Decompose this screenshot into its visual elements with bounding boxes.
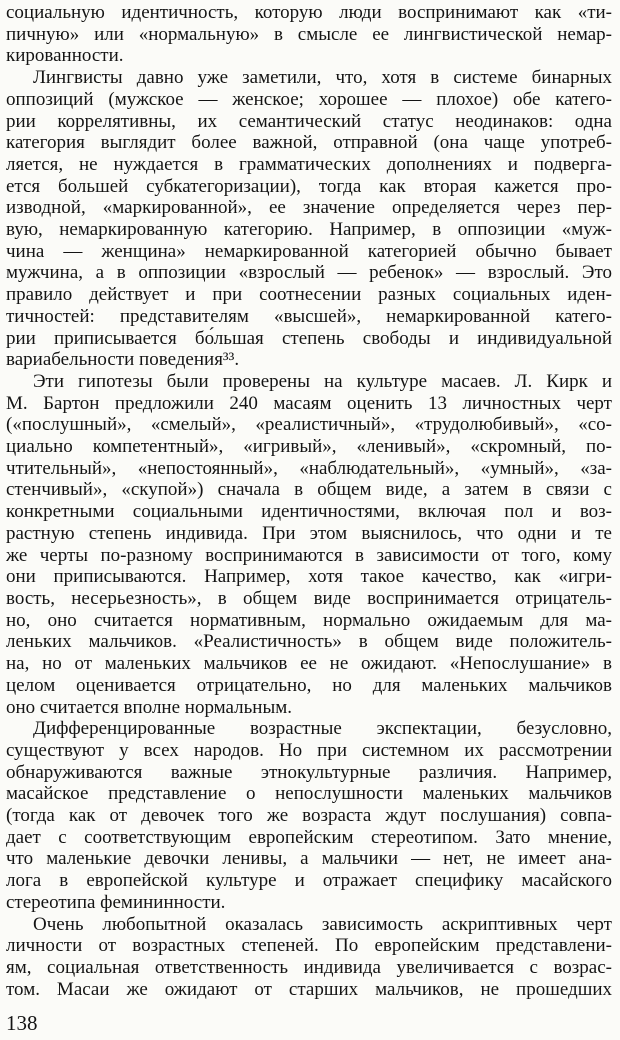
text-line: («послушный», «смелый», «реалистичный», «трудолюбивый», «со-	[6, 414, 612, 436]
text-line: конкретными социальными идентичностями, включая пол и воз-	[6, 501, 612, 523]
text-line: кированности.	[6, 45, 124, 67]
text-block	[6, 2, 612, 1000]
text-line: циально компетентный», «игривый», «ленивый», «скромный, по-	[6, 436, 612, 458]
page-footer	[6, 1011, 612, 1035]
text-line: леньких мальчиков. «Реалистичность» в общем виде положитель-	[6, 631, 612, 653]
text-line: рии коррелятивны, их семантический статус неодинаков: одна	[6, 110, 612, 132]
text-line: Дифференцированные возрастные экспектации, безусловно,	[33, 718, 612, 740]
text-line: они приписываются. Например, хотя такое качество, как «игри-	[6, 566, 612, 588]
text-line: целом оценивается отрицательно, но для маленьких мальчиков	[6, 674, 612, 696]
text-line: оппозиций (мужское — женское; хорошее — плохое) обе катего-	[6, 88, 612, 110]
text-line: Эти гипотезы были проверены на культуре масаев. Л. Кирк и	[33, 370, 612, 392]
text-line: категория выглядит более важной, отправной (она чаще употреб-	[6, 132, 612, 154]
text-line: вариабельности поведения³³.	[6, 349, 240, 371]
text-line: существуют у всех народов. Но при системном их рассмотрении	[6, 739, 612, 761]
text-line: тичностей: представителям «высшей», немаркированной катего-	[6, 305, 612, 327]
text-line: оно считается вполне нормальным.	[6, 696, 293, 718]
text-line: том. Масаи же ожидают от старших мальчиков, не прошедших	[6, 978, 612, 1000]
text-line: ляется, не нуждается в грамматических дополнениях и подверга-	[6, 153, 612, 175]
text-line: лога в европейской культуре и отражает специфику масайского	[6, 870, 612, 892]
text-line: Лингвисты давно уже заметили, что, хотя в системе бинарных	[33, 67, 612, 89]
text-line: масайское представление о непослушности маленьких мальчиков	[6, 783, 612, 805]
text-line: ется большей субкатегоризации), тогда как вторая кажется про-	[6, 175, 612, 197]
text-line: пичную» или «нормальную» в смысле ее лингвистической немар-	[6, 23, 612, 45]
text-line: (тогда как от девочек того же возраста ждут послушания) совпа-	[6, 805, 612, 827]
text-line: на, но от маленьких мальчиков ее не ожидают. «Непослушание» в	[6, 653, 612, 675]
text-line: ям, социальная ответственность индивида увеличивается с возрас-	[6, 956, 612, 978]
text-line: обнаруживаются важные этнокультурные различия. Например,	[6, 761, 612, 783]
text-line: мужчина, а в оппозиции «взрослый — ребенок» — взрослый. Это	[6, 262, 612, 284]
text-line: рии приписывается бо́льшая степень свободы и индивидуальной	[6, 327, 612, 349]
text-line: Очень любопытной оказалась зависимость аскриптивных черт	[33, 913, 612, 935]
text-line: социальную идентичность, которую люди воспринимают как «ти-	[6, 2, 612, 23]
text-line: стереотипа фемининности.	[6, 891, 226, 913]
text-line: М. Бартон предложили 240 масаям оценить 13 личностных черт	[6, 392, 612, 414]
text-line: чина — женщина» немаркированной категорией обычно бывает	[6, 240, 612, 262]
page-number: 138	[6, 1011, 38, 1036]
text-line: изводной, «маркированной», ее значение определяется через пер-	[6, 197, 612, 219]
text-line: что маленькие девочки ленивы, а мальчики — нет, не имеет ана-	[6, 848, 612, 870]
text-line: вость, несерьезность», в общем виде воспринимается отрицатель-	[6, 587, 612, 609]
text-line: растную степень индивида. При этом выяснилось, что одни и те	[6, 522, 612, 544]
text-line: же черты по-разному воспринимаются в зависимости от того, кому	[6, 544, 612, 566]
text-line: дает с соответствующим европейским стереотипом. Зато мнение,	[6, 826, 612, 848]
text-line: но, оно считается нормативным, нормально ожидаемым для ма-	[6, 609, 612, 631]
text-line: стенчивый», «скупой») сначала в общем виде, а затем в связи с	[6, 479, 612, 501]
text-line: чтительный», «непостоянный», «наблюдательный», «умный», «за-	[6, 457, 612, 479]
text-line: правило действует и при соотнесении разных социальных иден-	[6, 284, 612, 306]
text-line: личности от возрастных степеней. По европейским представлени-	[6, 935, 612, 957]
text-line: вую, немаркированную категорию. Например, в оппозиции «муж-	[6, 219, 612, 241]
